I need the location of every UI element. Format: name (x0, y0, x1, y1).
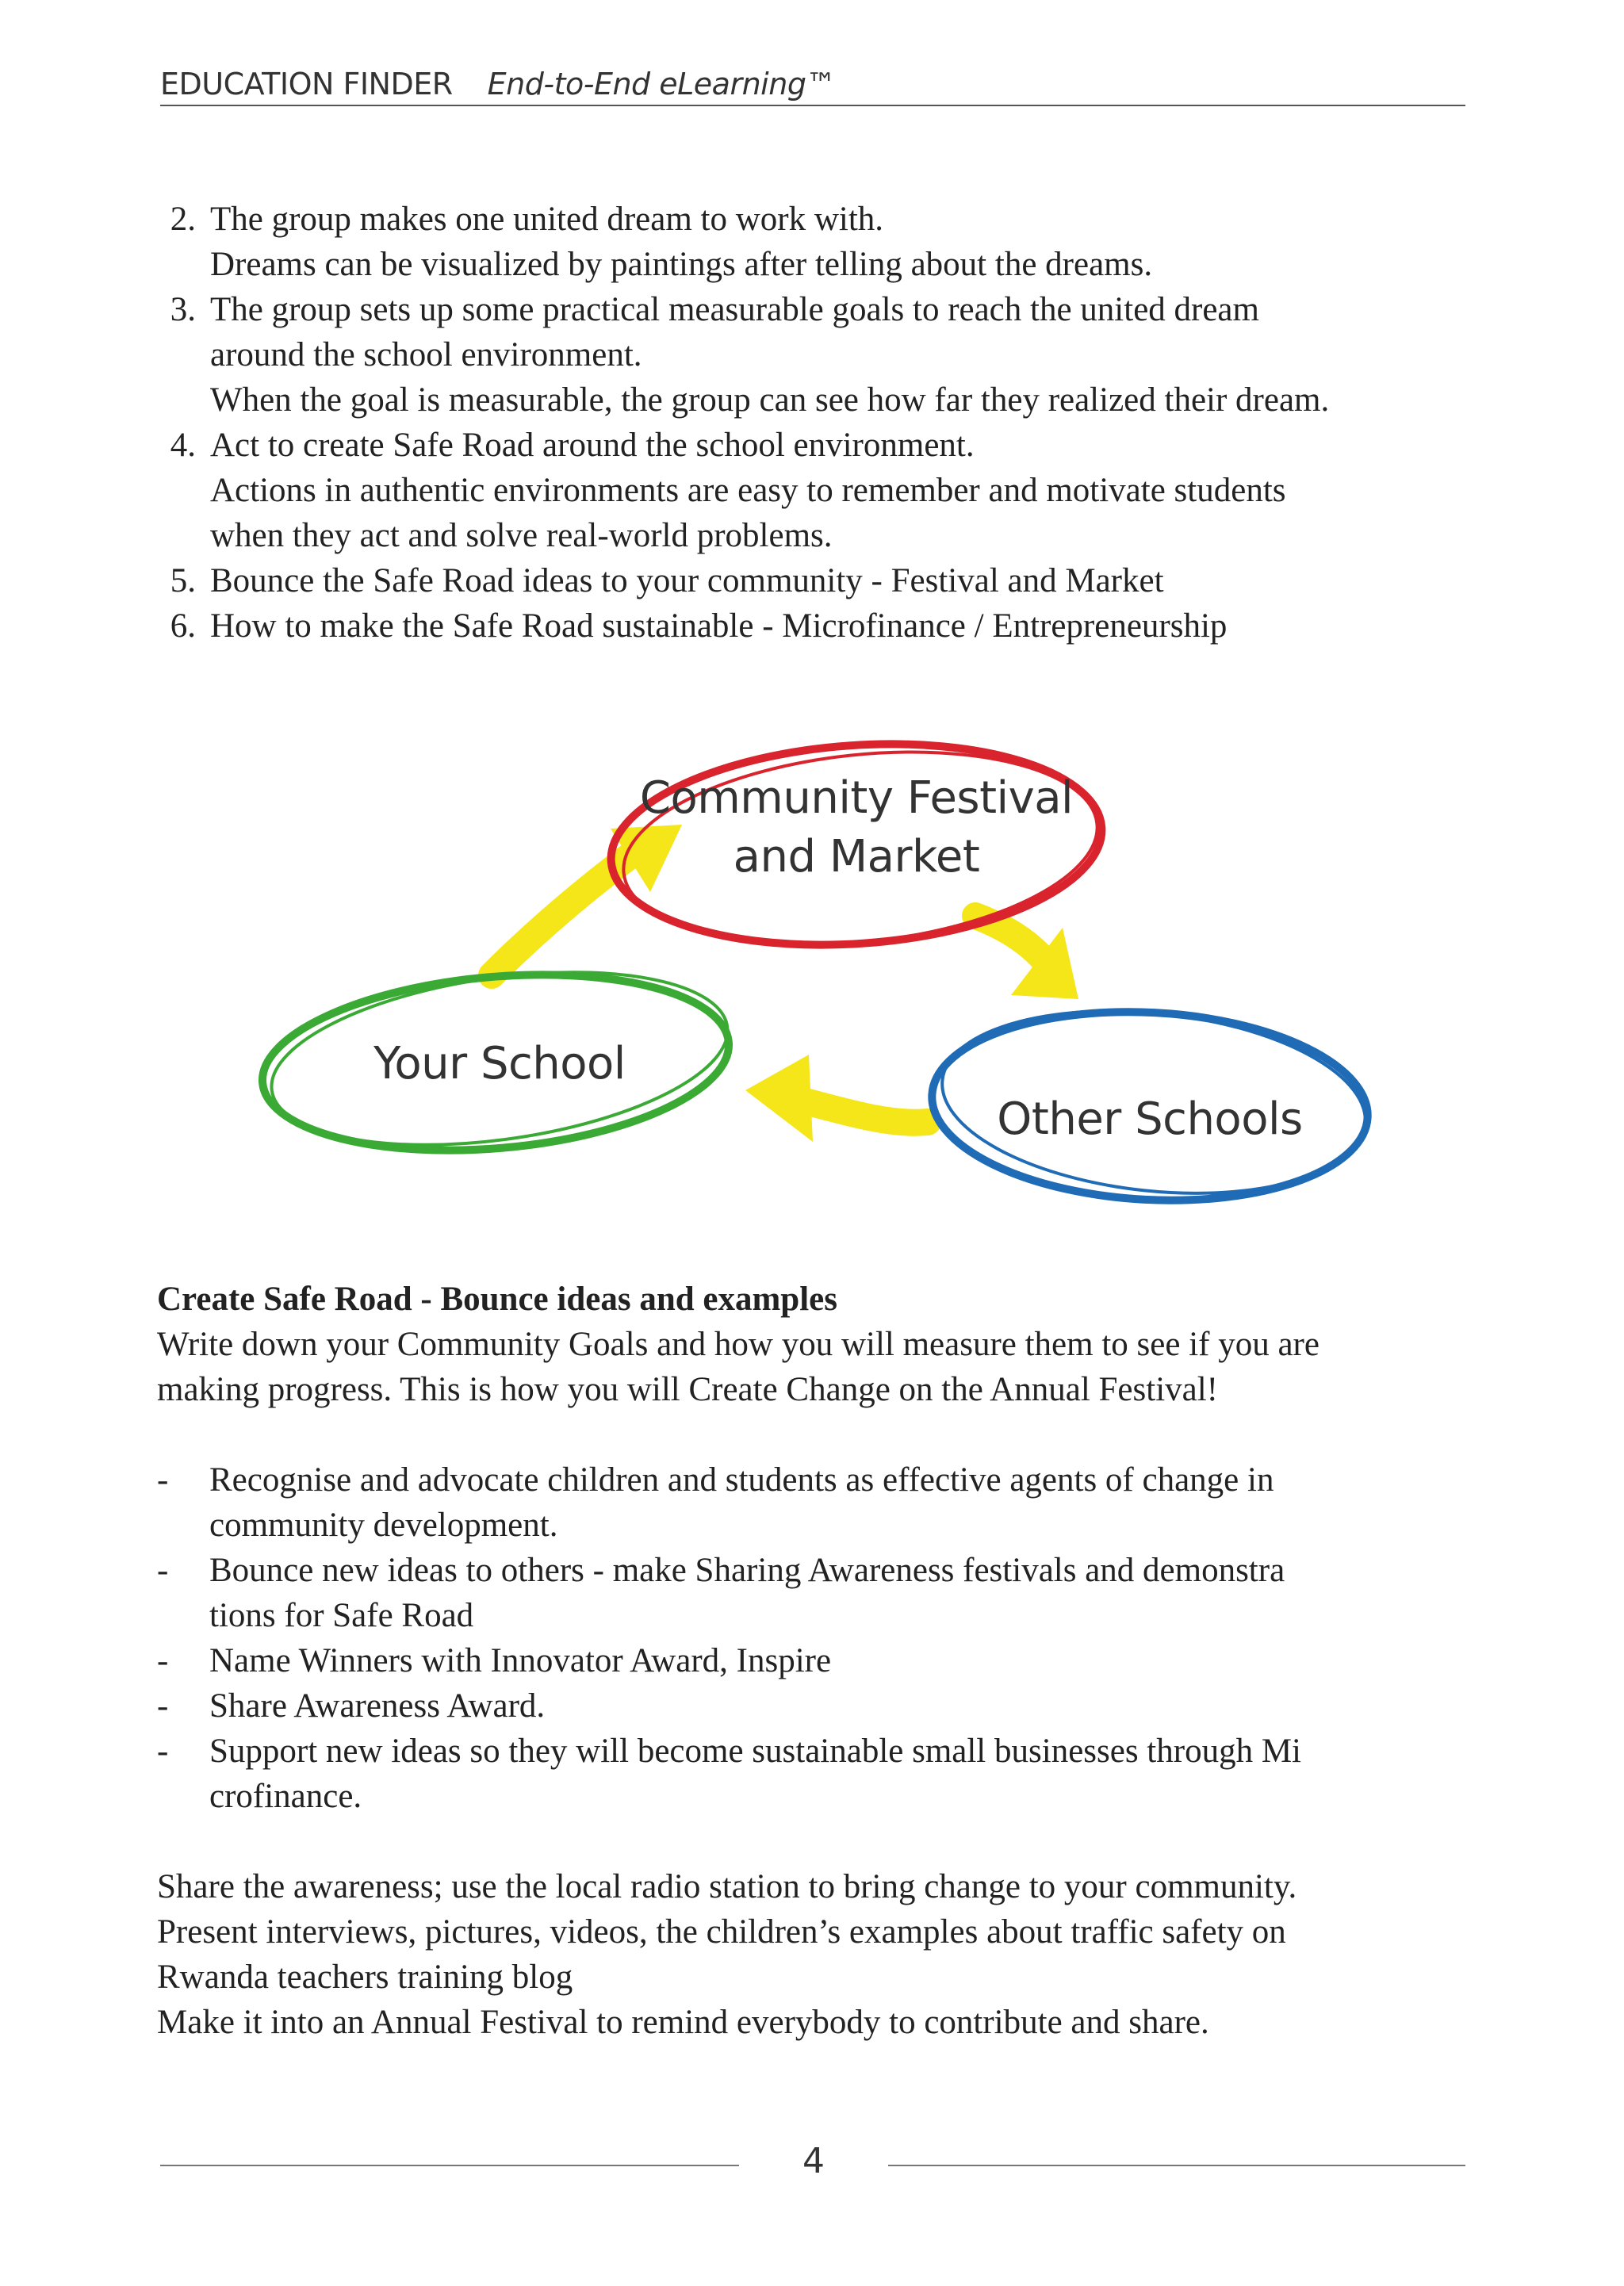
page-footer (160, 2141, 1465, 2188)
text-line: around the school environment. (210, 336, 642, 373)
footer-rule-right (888, 2165, 1465, 2166)
text-line: Act to create Safe Road around the school environment. (210, 427, 975, 464)
arrow-other-to-school (745, 1055, 928, 1142)
text-line: Support new ideas so they will become sustainable small businesses through Mi (209, 1733, 1302, 1770)
text-line: Share Awareness Award. (209, 1687, 546, 1725)
list-text (210, 558, 1503, 603)
steps-list (155, 197, 1503, 649)
list-item (155, 558, 1503, 603)
community-festival-label (619, 769, 1094, 886)
bullet-dash: - (157, 1642, 169, 1679)
text-line: crofinance. (209, 1778, 362, 1815)
list-text (210, 603, 1503, 649)
text-line: Dreams can be visualized by paintings after telling about the dreams. (210, 246, 1153, 283)
text-line: making progress. This is how you will Create Change on the Annual Festival! (157, 1371, 1218, 1408)
list-item (157, 1638, 1489, 1683)
text-line: The group sets up some practical measurable goals to reach the united dream (210, 291, 1259, 328)
list-item (155, 603, 1503, 649)
bullet-dash: - (157, 1687, 169, 1725)
text-line: tions for Safe Road (209, 1597, 474, 1634)
list-item (155, 197, 1503, 287)
label-line: and Market (733, 831, 980, 883)
bullet-list (157, 1457, 1489, 1819)
list-item (155, 287, 1503, 423)
text-line: Share the awareness; use the local radio station to bring change to your community. (157, 1868, 1297, 1905)
text-line: Recognise and advocate children and students as effective agents of change in (209, 1461, 1274, 1499)
label-line: Community Festival (639, 772, 1074, 824)
header-tagline: End-to-End eLearning™ (487, 67, 836, 101)
list-text (209, 1638, 1489, 1683)
text-line: Write down your Community Goals and how you will measure them to see if you are (157, 1326, 1320, 1363)
text-line: Actions in authentic environments are easy to remember and motivate students (210, 472, 1286, 509)
list-number: 2. (170, 201, 196, 238)
other-schools-label: Other Schools (997, 1093, 1303, 1145)
list-item (155, 423, 1503, 558)
list-text (210, 197, 1503, 287)
list-number: 3. (170, 291, 196, 328)
text-line: Bounce new ideas to others - make Sharing Awareness festivals and demonstra (209, 1552, 1285, 1589)
list-item (157, 1548, 1489, 1638)
list-text (210, 287, 1503, 423)
list-number: 4. (170, 427, 196, 464)
bounce-cycle-diagram (238, 690, 1396, 1245)
bounce-ideas-section (157, 1277, 1489, 2045)
text-line: community development. (209, 1507, 558, 1544)
page-header (160, 60, 1465, 106)
page-number: 4 (802, 2141, 825, 2181)
your-school-label: Your School (373, 1038, 626, 1089)
bullet-dash: - (157, 1733, 169, 1770)
bullet-dash: - (157, 1552, 169, 1589)
text-line: Present interviews, pictures, videos, the children’s examples about traffic safety on (157, 1913, 1286, 1951)
header-brand: EDUCATION FINDER (160, 67, 453, 101)
section-title: Create Safe Road - Bounce ideas and examples (157, 1281, 837, 1318)
list-text (209, 1683, 1489, 1729)
list-item (157, 1457, 1489, 1548)
text-line: Name Winners with Innovator Award, Inspire (209, 1642, 832, 1679)
list-item (157, 1683, 1489, 1729)
text-line: When the goal is measurable, the group can see how far they realized their dream. (210, 381, 1330, 419)
list-number: 6. (170, 607, 196, 645)
list-number: 5. (170, 562, 196, 599)
arrow-community-to-other (975, 916, 1078, 999)
list-text (209, 1457, 1489, 1548)
text-line: when they act and solve real-world problems. (210, 517, 833, 554)
list-text (209, 1548, 1489, 1638)
bullet-dash: - (157, 1461, 169, 1499)
section-intro (157, 1322, 1489, 1412)
text-line: How to make the Safe Road sustainable - Microfinance / Entrepreneurship (210, 607, 1228, 645)
text-line: Bounce the Safe Road ideas to your community - Festival and Market (210, 562, 1164, 599)
list-text (210, 423, 1503, 558)
list-text (209, 1729, 1489, 1819)
footer-rule-left (160, 2165, 739, 2166)
text-line: The group makes one united dream to work with. (210, 201, 884, 238)
list-item (157, 1729, 1489, 1819)
text-line: Make it into an Annual Festival to remind everybody to contribute and share. (157, 2004, 1209, 2041)
section-outro (157, 1864, 1489, 2045)
text-line: Rwanda teachers training blog (157, 1959, 573, 1996)
